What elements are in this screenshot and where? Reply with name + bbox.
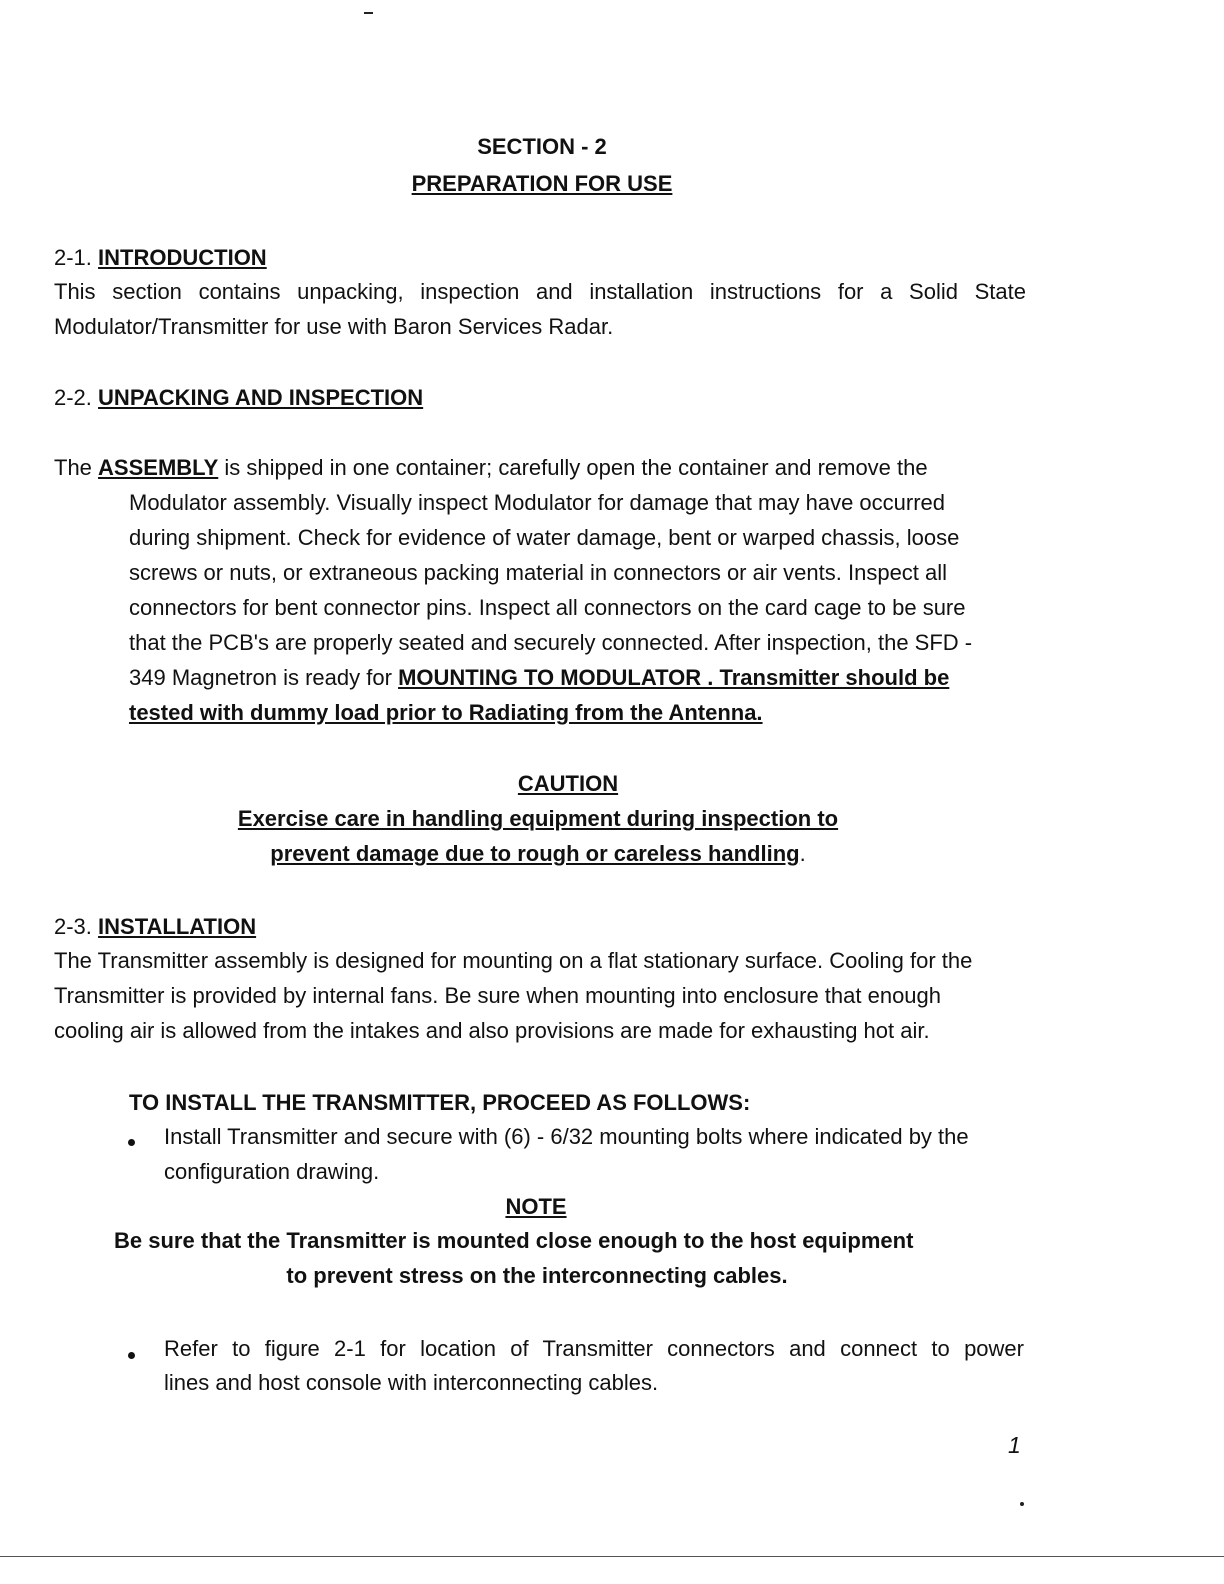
note-line: Be sure that the Transmitter is mounted close enough to the host equipment bbox=[114, 1228, 914, 1253]
note-heading: NOTE bbox=[505, 1194, 567, 1219]
lead-word: The bbox=[54, 455, 92, 480]
unpacking-line: that the PCB's are properly seated and securely connected. After inspection, the SFD - bbox=[129, 630, 973, 655]
page-number: 1 bbox=[1008, 1432, 1021, 1458]
intro-heading-text: INTRODUCTION bbox=[98, 245, 267, 270]
procedure-heading: TO INSTALL THE TRANSMITTER, PROCEED AS FOLLOWS: bbox=[129, 1090, 751, 1115]
unpacking-line: connectors for bent connector pins. Inspect all connectors on the card cage to be sure bbox=[129, 595, 966, 620]
caution-heading: CAUTION bbox=[517, 771, 619, 796]
unpacking-heading-text: UNPACKING AND INSPECTION bbox=[98, 385, 424, 410]
installation-line: The Transmitter assembly is designed for mounting on a flat stationary surface. Cooling for the bbox=[54, 948, 973, 973]
bullet-line: Refer to figure 2-1 for location of Transmitter connectors and connect to power bbox=[164, 1336, 1024, 1361]
caution-line-2-period: . bbox=[799, 841, 806, 866]
unpacking-line-7 bbox=[129, 661, 949, 696]
section-title: SECTION - 2 bbox=[477, 134, 607, 159]
line7-plain: 349 Magnetron is ready for bbox=[129, 665, 392, 690]
bullet-icon bbox=[128, 1352, 135, 1359]
unpacking-line: Modulator assembly. Visually inspect Modulator for damage that may have occurred bbox=[129, 490, 946, 515]
page-bottom-rule bbox=[0, 1556, 1224, 1557]
unpacking-first-line bbox=[54, 451, 928, 486]
assembly-word: ASSEMBLY bbox=[98, 455, 219, 480]
unpacking-number: 2-2. bbox=[54, 385, 92, 410]
installation-heading-text: INSTALLATION bbox=[98, 914, 257, 939]
unpacking-line: screws or nuts, or extraneous packing material in connectors or air vents. Inspect all bbox=[129, 560, 948, 585]
intro-number: 2-1. bbox=[54, 245, 92, 270]
note-line: to prevent stress on the interconnecting cables. bbox=[286, 1263, 788, 1288]
bullet-line: Install Transmitter and secure with (6) - 6/32 mounting bolts where indicated by the bbox=[164, 1124, 969, 1149]
caution-line-2 bbox=[0, 837, 1076, 872]
caution-line: Exercise care in handling equipment during inspection to bbox=[237, 806, 839, 831]
scan-speck bbox=[1020, 1502, 1024, 1506]
installation-heading bbox=[54, 910, 256, 945]
installation-line: cooling air is allowed from the intakes and also provisions are made for exhausting hot air. bbox=[54, 1018, 930, 1043]
intro-line: Modulator/Transmitter for use with Baron Services Radar. bbox=[54, 314, 614, 339]
first-line-rest: is shipped in one container; carefully open the container and remove the bbox=[224, 455, 928, 480]
unpacking-line-8: tested with dummy load prior to Radiating from the Antenna. bbox=[129, 700, 763, 725]
scan-speck bbox=[364, 12, 373, 14]
unpacking-line: during shipment. Check for evidence of water damage, bent or warped chassis, loose bbox=[129, 525, 960, 550]
section-subtitle: PREPARATION FOR USE bbox=[411, 171, 673, 196]
intro-line: This section contains unpacking, inspection and installation instructions for a Solid State bbox=[54, 279, 1026, 304]
bullet-line: lines and host console with interconnecting cables. bbox=[164, 1370, 659, 1395]
line7-emphasis: MOUNTING TO MODULATOR . Transmitter should be bbox=[398, 665, 950, 690]
bullet-icon bbox=[128, 1139, 135, 1146]
unpacking-heading bbox=[54, 381, 423, 416]
bullet-line: configuration drawing. bbox=[164, 1159, 380, 1184]
intro-heading bbox=[54, 241, 267, 276]
caution-line-2-text: prevent damage due to rough or careless handling bbox=[270, 841, 800, 866]
installation-line: Transmitter is provided by internal fans. Be sure when mounting into enclosure that enough bbox=[54, 983, 942, 1008]
installation-number: 2-3. bbox=[54, 914, 92, 939]
